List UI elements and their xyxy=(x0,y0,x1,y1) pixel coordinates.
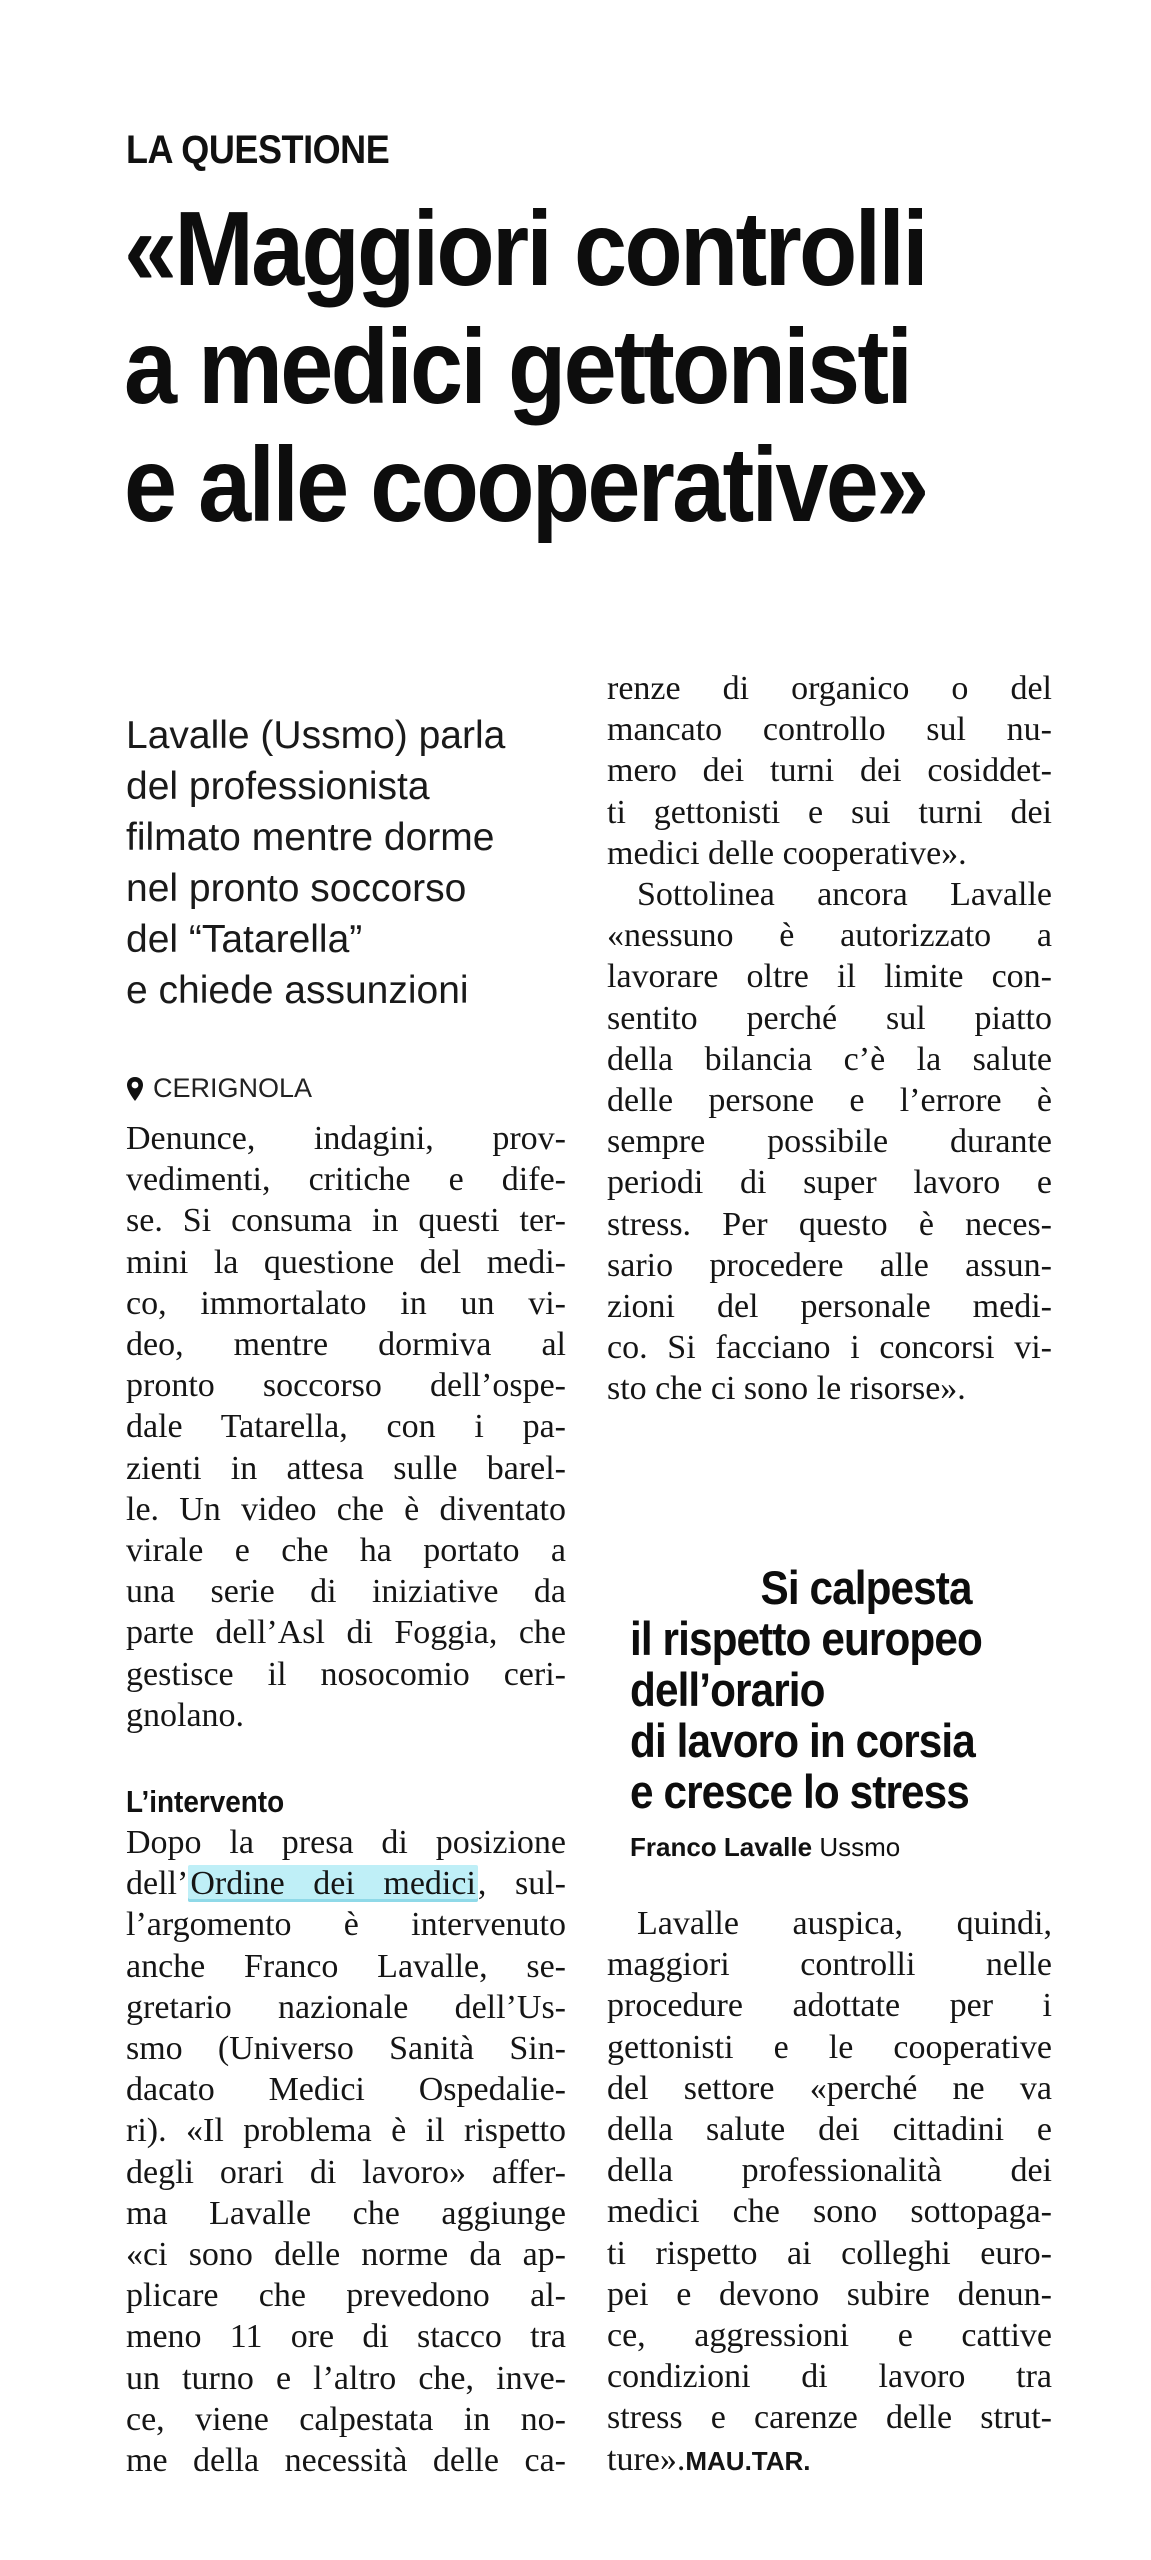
text-fragment: ture». xyxy=(607,2440,686,2478)
subtitle-line: nel pronto soccorso xyxy=(126,867,467,910)
text-line: un turno e l’altro che, inve- xyxy=(126,2359,566,2397)
text-line: sario procedere alle assun- xyxy=(607,1246,1052,1284)
text-line: sto che ci sono le risorse». xyxy=(607,1370,966,1408)
text-line: dacato Medici Ospedalie- xyxy=(126,2071,566,2109)
text-line: gettonisti e le cooperative xyxy=(607,2028,1052,2066)
text-line: Lavalle auspica, quindi, xyxy=(637,1905,1052,1942)
location-pin-icon xyxy=(126,1076,144,1102)
text-line: medici che sono sottopaga- xyxy=(607,2193,1052,2231)
text-line: «nessuno è autorizzato a xyxy=(607,917,1052,955)
text-line: ma Lavalle che aggiunge xyxy=(126,2194,566,2232)
highlighted-text: Ordine dei medici xyxy=(190,1865,476,1903)
text-line: virale e che ha portato a xyxy=(126,1532,566,1570)
text-line: degli orari di lavoro» affer- xyxy=(126,2153,566,2191)
text-fragment: dell’ xyxy=(126,1865,189,1903)
headline-line: a medici gettonisti xyxy=(124,308,911,426)
section-kicker: LA QUESTIONE xyxy=(126,128,390,172)
text-line xyxy=(607,2439,1052,2482)
text-line: ti gettonisti e sui turni dei xyxy=(607,793,1052,831)
text-line: renze di organico o del xyxy=(607,670,1052,707)
headline xyxy=(124,190,1024,544)
text-line: anche Franco Lavalle, se- xyxy=(126,1947,566,1985)
text-line: della professionalità dei xyxy=(607,2152,1052,2190)
text-line: parte dell’Asl di Foggia, che xyxy=(126,1614,566,1652)
subtitle xyxy=(126,710,566,1016)
text-line: stress e carenze delle strut- xyxy=(607,2399,1052,2437)
text-line: le. Un video che è diventato xyxy=(126,1490,566,1528)
text-line: «ci sono delle norme da ap- xyxy=(126,2236,566,2274)
text-line: gestisce il nosocomio ceri- xyxy=(126,1655,566,1693)
pull-quote-line: il rispetto europeo xyxy=(630,1612,982,1665)
subtitle-line: del “Tatarella” xyxy=(126,918,363,961)
subheading: L’intervento xyxy=(126,1784,285,1819)
article-paragraph-2 xyxy=(126,1822,566,2481)
text-line: deo, mentre dormiva al xyxy=(126,1326,566,1364)
pull-quote-line: e cresce lo stress xyxy=(630,1765,969,1818)
subtitle-line: del professionista xyxy=(126,765,430,808)
text-line: co. Si facciano i concorsi vi- xyxy=(607,1329,1052,1367)
text-line: Denunce, indagini, prov- xyxy=(126,1120,566,1157)
subtitle-line: Lavalle (Ussmo) parla xyxy=(126,714,506,757)
text-line: ce, aggressioni e cattive xyxy=(607,2317,1052,2355)
text-line: smo (Universo Sanità Sin- xyxy=(126,2030,566,2068)
text-line: Sottolinea ancora Lavalle xyxy=(637,876,1052,914)
text-line: gnolano. xyxy=(126,1696,245,1734)
text-line: procedure adottate per i xyxy=(607,1987,1052,2025)
pull-quote-credit xyxy=(630,1832,900,1863)
text-line: vedimenti, critiche e dife- xyxy=(126,1161,566,1199)
text-line: se. Si consuma in questi ter- xyxy=(126,1202,566,1240)
text-line: mancato controllo sul nu- xyxy=(607,711,1052,749)
text-line: meno 11 ore di stacco tra xyxy=(126,2318,566,2356)
text-line: dale Tatarella, con i pa- xyxy=(126,1408,566,1446)
text-line: maggiori controlli nelle xyxy=(607,1946,1052,1984)
text-line: pronto soccorso dell’ospe- xyxy=(126,1367,566,1405)
text-line: della bilancia c’è la salute xyxy=(607,1040,1052,1078)
text-line: pei e devono subire denun- xyxy=(607,2275,1052,2313)
text-line: stress. Per questo è neces- xyxy=(607,1205,1052,1243)
text-line: gretario nazionale dell’Us- xyxy=(126,1988,566,2026)
text-line: medici delle cooperative». xyxy=(607,834,967,872)
dateline xyxy=(126,1073,566,1104)
author-signature: MAU.TAR. xyxy=(685,2445,811,2476)
text-line: ri). «Il problema è il rispetto xyxy=(126,2112,566,2150)
article-paragraph-1 xyxy=(126,1118,566,1736)
text-line: delle persone e l’errore è xyxy=(607,1082,1052,1120)
text-line: una serie di iniziative da xyxy=(126,1573,566,1611)
subtitle-line: e chiede assunzioni xyxy=(126,969,469,1012)
credit-name: Franco Lavalle xyxy=(630,1832,813,1862)
pull-quote-line: Si calpesta xyxy=(760,1561,972,1614)
article-paragraph-3 xyxy=(607,668,1052,1410)
headline-line: «Maggiori controlli xyxy=(124,190,927,308)
text-line: sentito perché sul piatto xyxy=(607,999,1052,1037)
text-line: della salute dei cittadini e xyxy=(607,2111,1052,2149)
text-line: ti rispetto ai colleghi euro- xyxy=(607,2234,1052,2272)
text-line: mini la questione del medi- xyxy=(126,1243,566,1281)
credit-org: Ussmo xyxy=(819,1832,901,1862)
text-line: zienti in attesa sulle barel- xyxy=(126,1449,566,1487)
text-line: Dopo la presa di posizione xyxy=(126,1824,566,1861)
pull-quote-line: dell’orario xyxy=(630,1663,825,1716)
text-line: ce, viene calpestata in no- xyxy=(126,2400,566,2438)
text-fragment: , sul- xyxy=(477,1865,566,1903)
text-line: del settore «perché ne va xyxy=(607,2069,1052,2107)
text-line: zioni del personale medi- xyxy=(607,1288,1052,1326)
text-line: sempre possibile durante xyxy=(607,1123,1052,1161)
dateline-place: CERIGNOLA xyxy=(153,1073,313,1103)
text-line: plicare che prevedono al- xyxy=(126,2277,566,2315)
text-line: me della necessità delle ca- xyxy=(126,2442,566,2480)
text-line: lavorare oltre il limite con- xyxy=(607,958,1052,996)
text-line xyxy=(126,1863,566,1904)
text-line: periodi di super lavoro e xyxy=(607,1164,1052,1202)
text-line: co, immortalato in un vi- xyxy=(126,1284,566,1322)
article-paragraph-4 xyxy=(607,1903,1052,2482)
text-line: mero dei turni dei cosiddet- xyxy=(607,752,1052,790)
text-line: condizioni di lavoro tra xyxy=(607,2358,1052,2396)
pull-quote xyxy=(630,1562,1026,1817)
pull-quote-line: di lavoro in corsia xyxy=(630,1714,975,1767)
subtitle-line: filmato mentre dorme xyxy=(126,816,495,859)
text-line: l’argomento è intervenuto xyxy=(126,1906,566,1944)
headline-line: e alle cooperative» xyxy=(124,426,927,544)
